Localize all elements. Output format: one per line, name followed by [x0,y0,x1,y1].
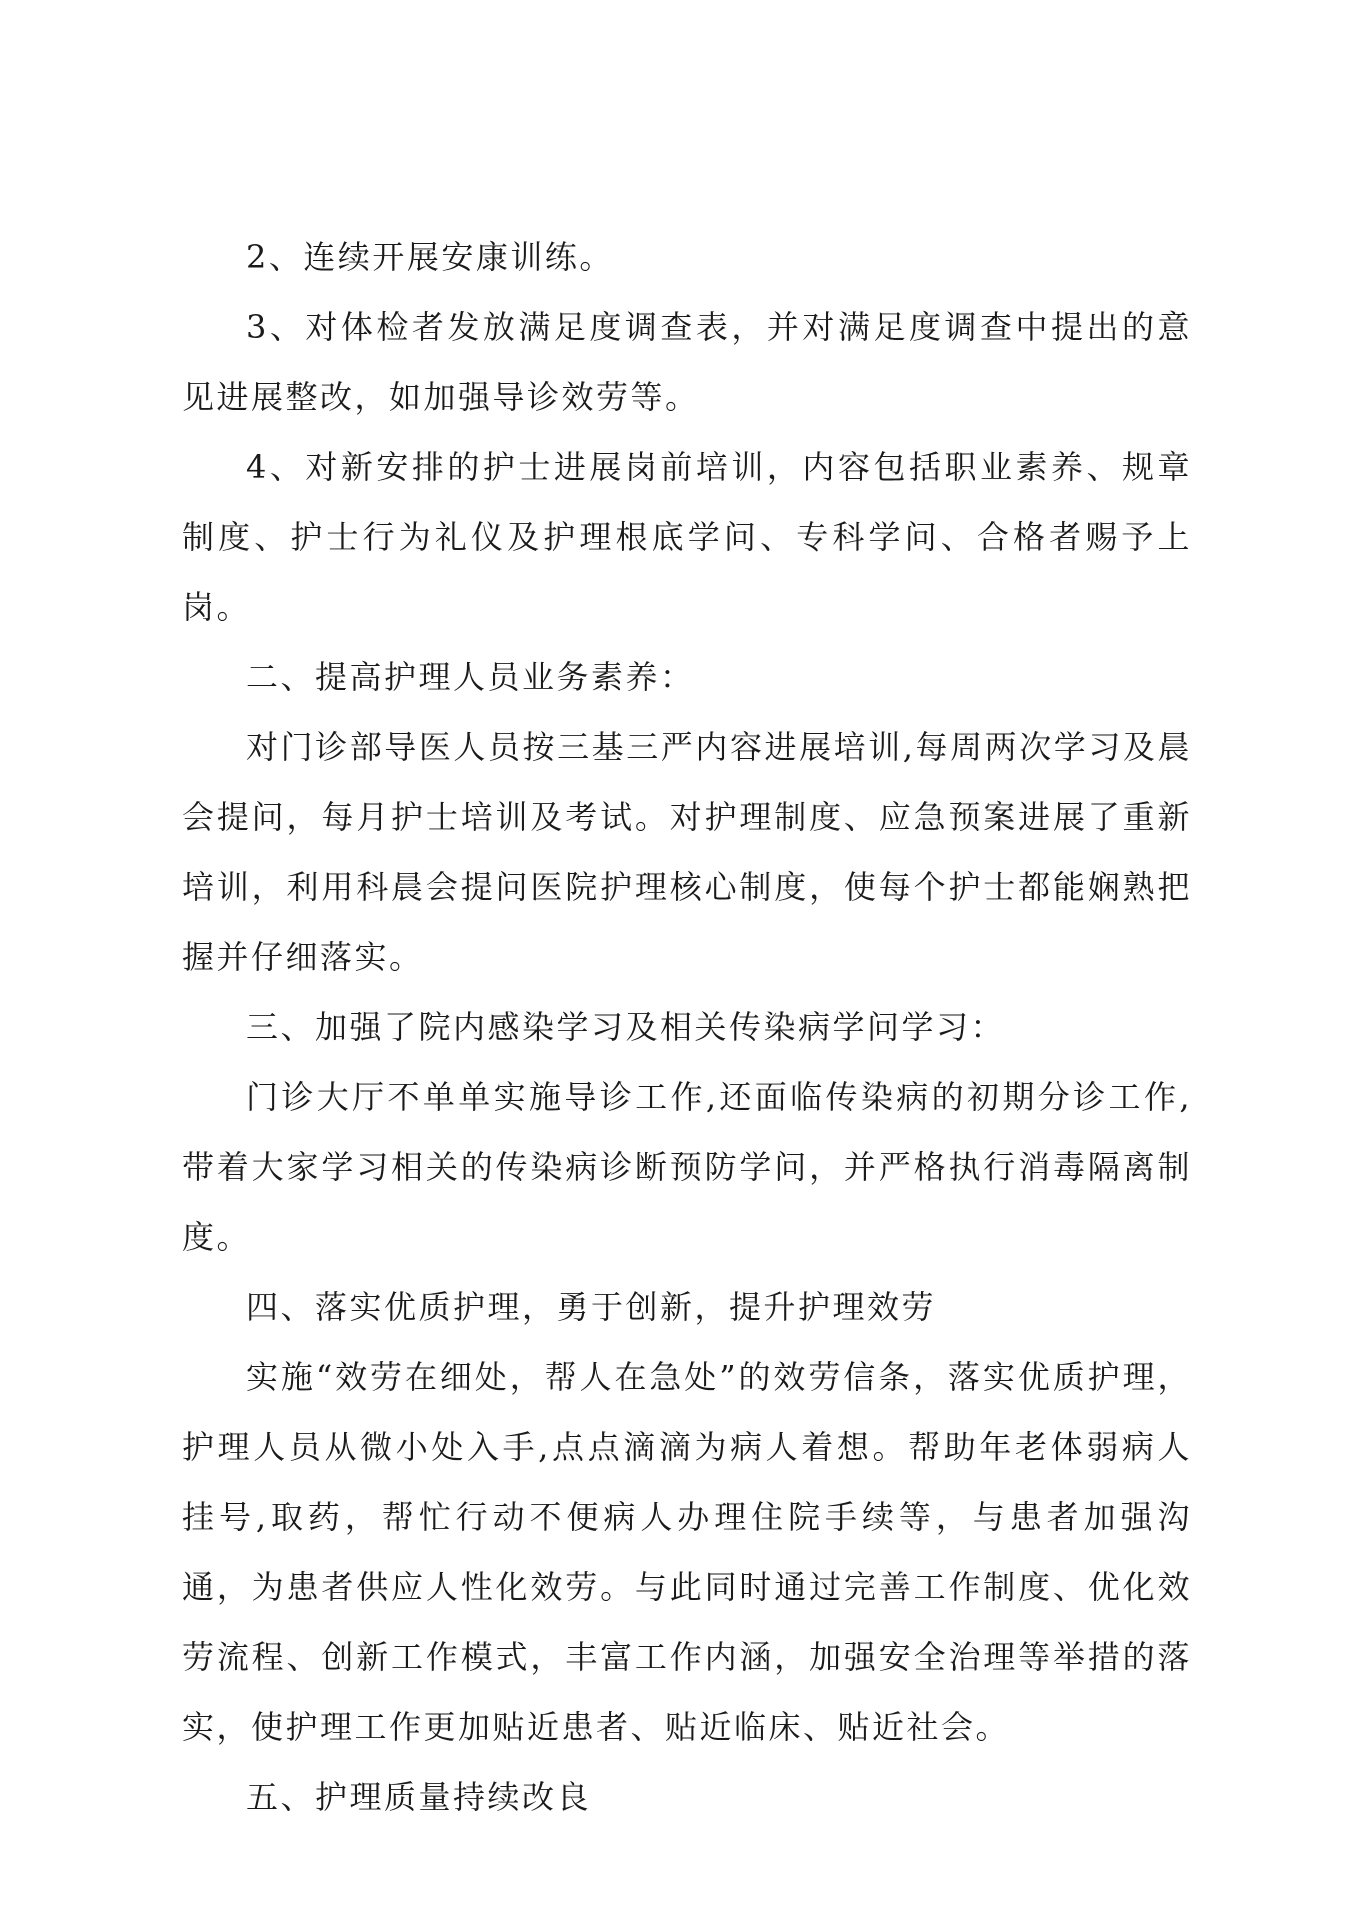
paragraph-training: 对门诊部导医人员按三基三严内容进展培训,每周两次学习及晨会提问，每月护士培训及考试。对护理制度、应急预案进展了重新培训，利用科晨会提问医院护理核心制度，使每个护士都能娴熟把握并仔细落实。 [182,728,1192,976]
section-heading-2: 二、提高护理人员业务素养： [246,658,695,696]
document-body [182,222,1192,1832]
paragraph-item-2: 2、连续开展安康训练。 [246,238,614,276]
paragraph-item-3: 3、对体检者发放满足度调查表，并对满足度调查中提出的意见进展整改，如加强导诊效劳等。 [182,308,1192,416]
paragraph-item-4: 4、对新安排的护士进展岗前培训，内容包括职业素养、规章制度、护士行为礼仪及护理根底学问、专科学问、合格者赐予上岗。 [182,448,1192,626]
paragraph-infection-control: 门诊大厅不单单实施导诊工作,还面临传染病的初期分诊工作,带着大家学习相关的传染病诊断预防学问，并严格执行消毒隔离制度。 [182,1078,1192,1256]
section-heading-4: 四、落实优质护理，勇于创新，提升护理效劳 [246,1288,937,1326]
paragraph-quality-service: 实施“效劳在细处，帮人在急处”的效劳信条，落实优质护理，护理人员从微小处入手,点点滴滴为病人着想。帮助年老体弱病人挂号,取药，帮忙行动不便病人办理住院手续等，与患者加强沟通，为患者供应人性化效劳。与此同时通过完善工作制度、优化效劳流程、创新工作模式，丰富工作内涵，加强安全治理等举措的落实，使护理工作更加贴近患者、贴近临床、贴近社会。 [182,1358,1192,1746]
section-heading-3: 三、加强了院内感染学习及相关传染病学问学习： [246,1008,1006,1046]
section-heading-5: 五、护理质量持续改良 [246,1778,592,1816]
